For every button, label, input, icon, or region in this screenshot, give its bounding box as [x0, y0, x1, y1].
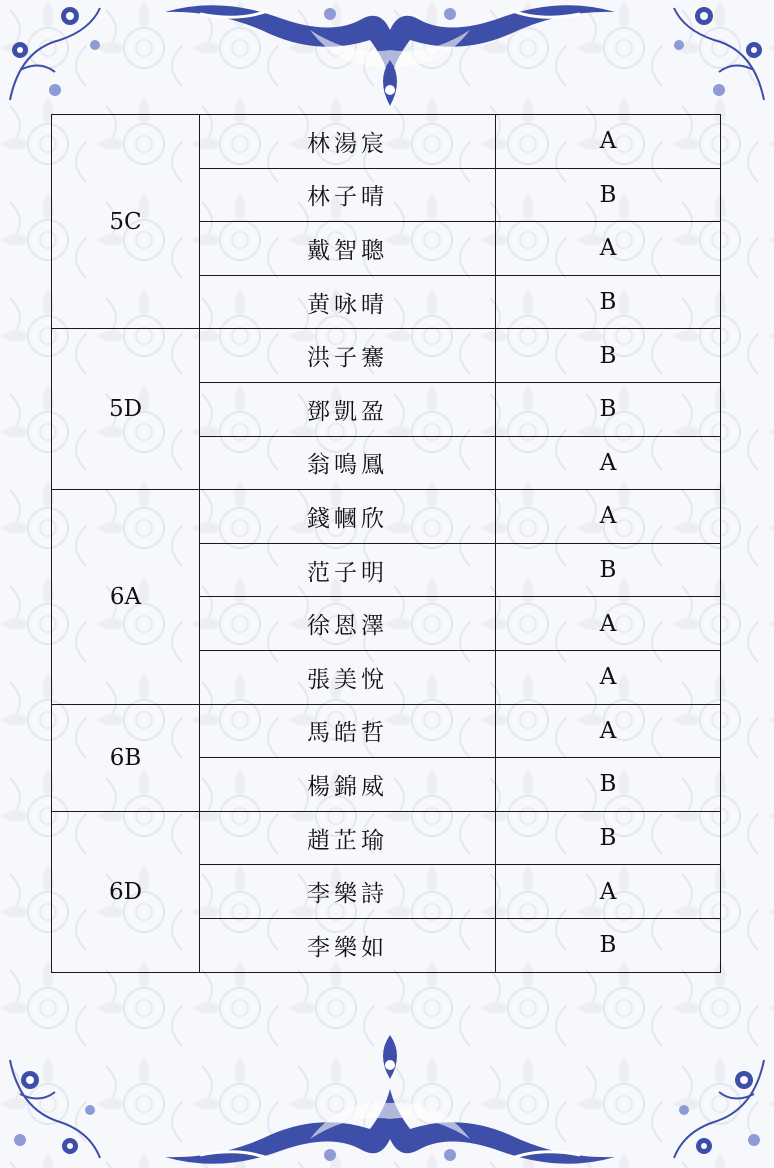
student-name: 徐恩澤 — [200, 597, 496, 651]
student-grade: A — [496, 597, 721, 651]
student-grade: A — [496, 436, 721, 490]
student-name: 李樂如 — [200, 918, 496, 972]
class-cell: 5C — [52, 115, 200, 329]
corner-flower-top-right — [655, 0, 774, 110]
student-grade: A — [496, 115, 721, 169]
bottom-ornament — [160, 1035, 620, 1168]
student-name: 林湯宸 — [200, 115, 496, 169]
corner-flower-top-left — [0, 0, 110, 110]
table-row — [52, 704, 721, 758]
top-ornament — [160, 0, 620, 110]
student-grade: B — [496, 382, 721, 436]
student-grade: B — [496, 543, 721, 597]
student-grade: A — [496, 865, 721, 919]
student-name: 趙芷瑜 — [200, 811, 496, 865]
student-name: 鄧凱盈 — [200, 382, 496, 436]
student-name: 張美悅 — [200, 650, 496, 704]
student-grade: A — [496, 222, 721, 276]
student-grade: B — [496, 168, 721, 222]
student-name: 黄咏晴 — [200, 275, 496, 329]
student-grade: A — [496, 704, 721, 758]
table-row — [52, 490, 721, 544]
student-name: 馬皓哲 — [200, 704, 496, 758]
class-cell: 6D — [52, 811, 200, 972]
student-results-table — [51, 114, 721, 973]
corner-flower-bottom-left — [0, 1050, 110, 1168]
corner-flower-bottom-right — [655, 1050, 774, 1168]
student-name: 戴智聰 — [200, 222, 496, 276]
student-name: 洪子騫 — [200, 329, 496, 383]
student-grade: B — [496, 918, 721, 972]
class-cell: 5D — [52, 329, 200, 490]
student-grade: A — [496, 650, 721, 704]
student-name: 錢幗欣 — [200, 490, 496, 544]
student-name: 翁鳴鳳 — [200, 436, 496, 490]
student-grade: A — [496, 490, 721, 544]
student-name: 李樂詩 — [200, 865, 496, 919]
student-name: 范子明 — [200, 543, 496, 597]
student-name: 楊錦威 — [200, 758, 496, 812]
table-row — [52, 329, 721, 383]
table-row — [52, 115, 721, 169]
student-grade: B — [496, 275, 721, 329]
student-grade: B — [496, 758, 721, 812]
class-cell: 6A — [52, 490, 200, 704]
class-cell: 6B — [52, 704, 200, 811]
table-row — [52, 811, 721, 865]
student-grade: B — [496, 811, 721, 865]
student-name: 林子晴 — [200, 168, 496, 222]
student-grade: B — [496, 329, 721, 383]
